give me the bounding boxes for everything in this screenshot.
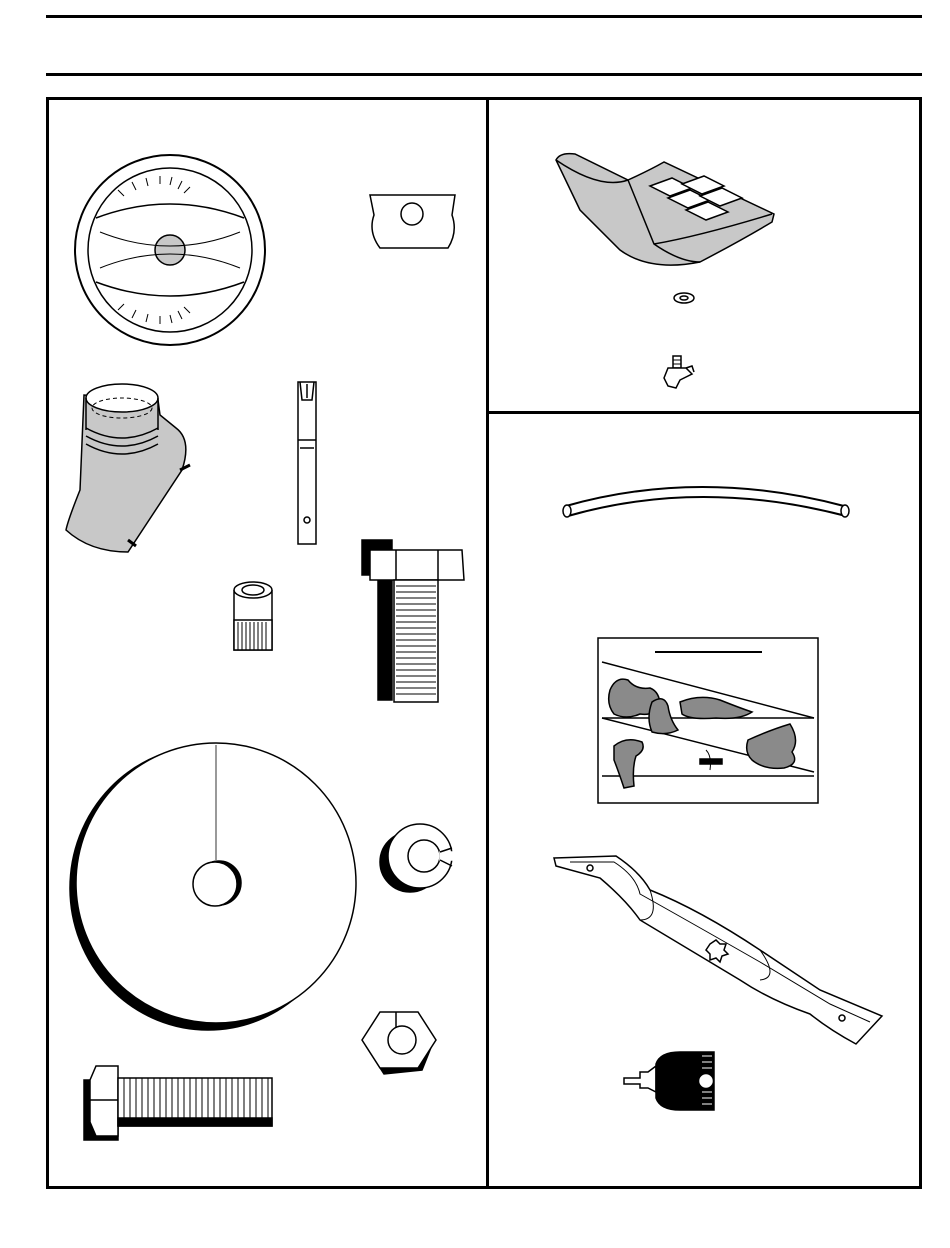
- hex-bolt-large-icon: [362, 540, 464, 702]
- hex-bolt-small-icon: [84, 1066, 272, 1140]
- flat-washer-large-icon: [70, 743, 356, 1030]
- wing-knob-icon: [664, 356, 694, 388]
- ignition-key-icon: [624, 1052, 714, 1110]
- steering-shaft-extension-icon: [66, 384, 190, 552]
- seat-washer-icon: [674, 293, 694, 303]
- mower-blade-icon: [554, 856, 882, 1044]
- steering-wheel-icon: [75, 155, 265, 345]
- bushing-icon: [234, 582, 272, 650]
- slope-guide-icon: [598, 638, 818, 803]
- steering-wheel-adapter-icon: [370, 195, 455, 248]
- seat-icon: [556, 154, 774, 266]
- lock-washer-icon: [380, 824, 462, 892]
- hex-nut-icon: [362, 1012, 436, 1074]
- steering-shaft-icon: [298, 382, 316, 544]
- hose-icon: [563, 487, 849, 517]
